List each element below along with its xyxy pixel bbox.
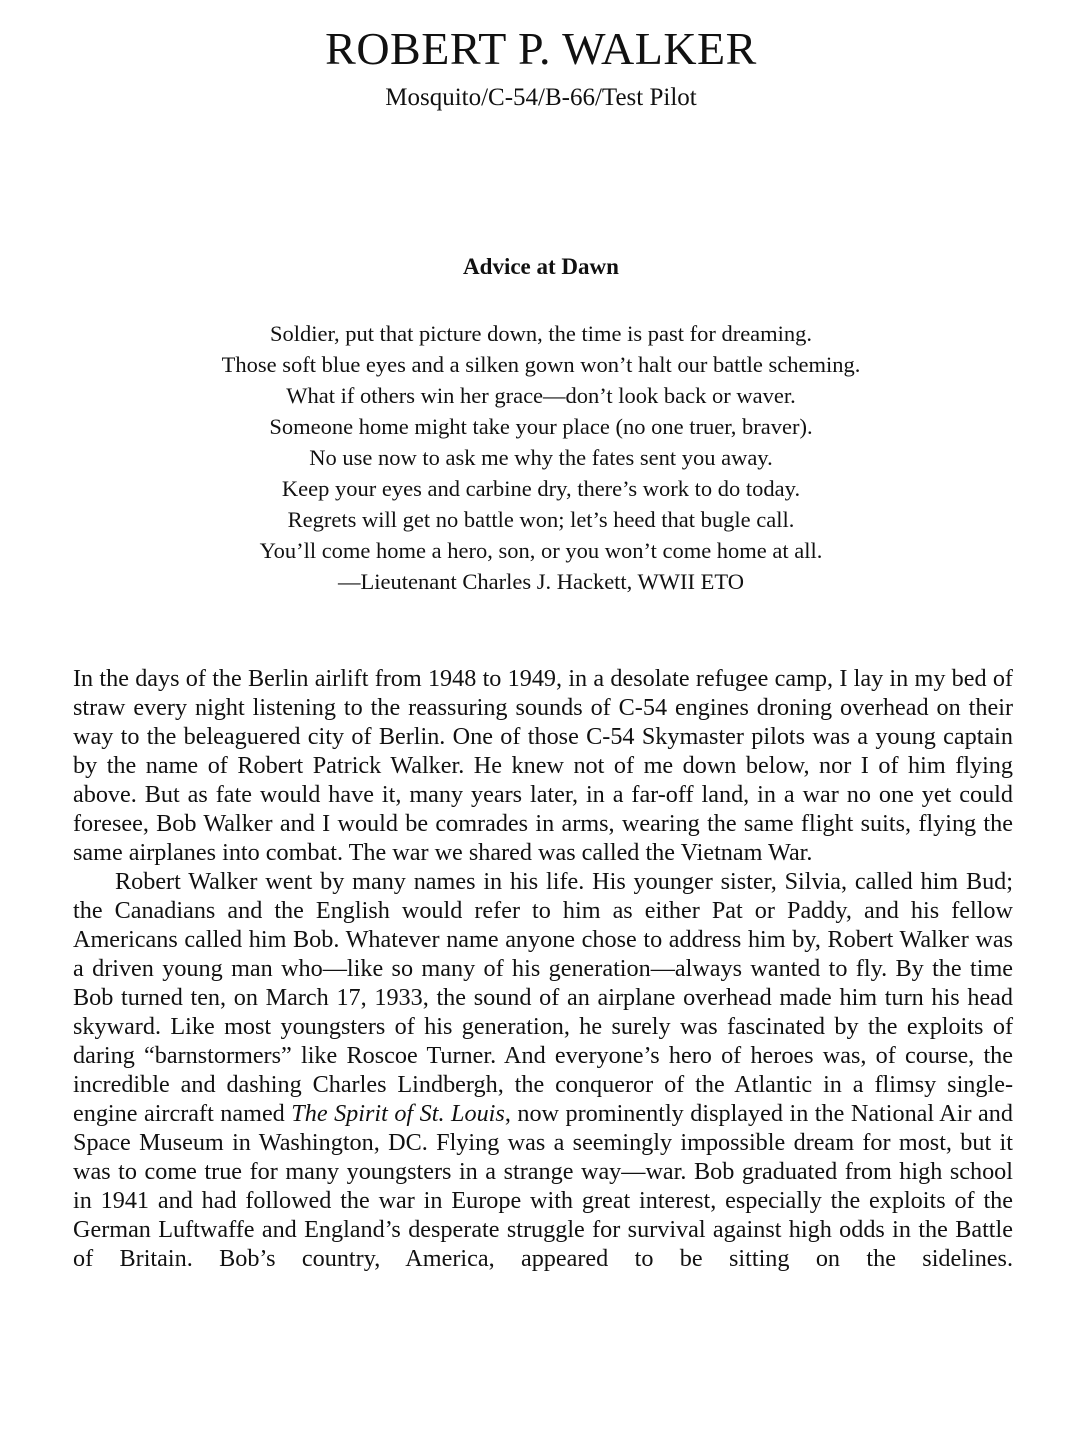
poem: [0, 318, 1082, 597]
poem-attribution: —Lieutenant Charles J. Hackett, WWII ETO: [338, 569, 744, 594]
paragraph: [73, 867, 1013, 1273]
poem-line: Soldier, put that picture down, the time is past for dreaming.: [269, 321, 813, 346]
poem-title: Advice at Dawn: [463, 254, 619, 279]
chapter-subtitle: Mosquito/C-54/B-66/Test Pilot: [385, 84, 697, 111]
poem-line: Regrets will get no battle won; let’s heed that bugle call.: [287, 507, 795, 532]
book-title-italic: The Spirit of St. Louis: [291, 1100, 505, 1127]
poem-line: Someone home might take your place (no one truer, braver).: [269, 414, 813, 439]
chapter-title: ROBERT P. WALKER: [325, 23, 757, 74]
poem-line: Those soft blue eyes and a silken gown won’t halt our battle scheming.: [221, 352, 861, 377]
paragraph-text: , now prominently displayed in the National Air and Space Museum in Washington, DC. Flying was a seemingly impossible dream for most, but it was to come true for many youngsters in a strange way—war. Bob graduated from high school in 1941 and had followed the war in Europe with great interest, especially the exploits of the German Luftwaffe and England’s desperate struggle for survival against high odds in the Battle of Britain. Bob’s country, America, appeared to be sitting on the sidelines.: [73, 1100, 1013, 1272]
body-text: [73, 664, 1013, 1273]
poem-line: No use now to ask me why the fates sent you away.: [309, 445, 773, 470]
poem-line: Keep your eyes and carbine dry, there’s work to do today.: [281, 476, 801, 501]
paragraph-text: Robert Walker went by many names in his life. His younger sister, Silvia, called him Bud; the Canadians and the English would refer to him as either Pat or Paddy, and his fellow Americans called him Bob. Whatever name anyone chose to address him by, Robert Walker was a driven young man who—like so many of his generation—always wanted to fly. By the time Bob turned ten, on March 17, 1933, the sound of an airplane overhead made him turn his head skyward. Like most youngsters of his generation, he surely was fascinated by the exploits of daring “barnstormers” like Roscoe Turner. And everyone’s hero of heroes was, of course, the incredible and dashing Charles Lindbergh, the conqueror of the Atlantic in a flimsy single-engine aircraft named: [73, 868, 1013, 1127]
poem-line: You’ll come home a hero, son, or you won’t come home at all.: [259, 538, 823, 563]
paragraph: In the days of the Berlin airlift from 1948 to 1949, in a desolate refugee camp, I lay in my bed of straw every night listening to the reassuring sounds of C-54 engines droning overhead on their way to the beleaguered city of Berlin. One of those C-54 Skymaster pilots was a young captain by the name of Robert Patrick Walker. He knew not of me down below, nor I of him flying above. But as fate would have it, many years later, in a far-off land, in a war no one yet could foresee, Bob Walker and I would be comrades in arms, wearing the same flight suits, flying the same airplanes into combat. The war we shared was called the Vietnam War.: [73, 665, 1013, 866]
poem-line: What if others win her grace—don’t look back or waver.: [286, 383, 796, 408]
